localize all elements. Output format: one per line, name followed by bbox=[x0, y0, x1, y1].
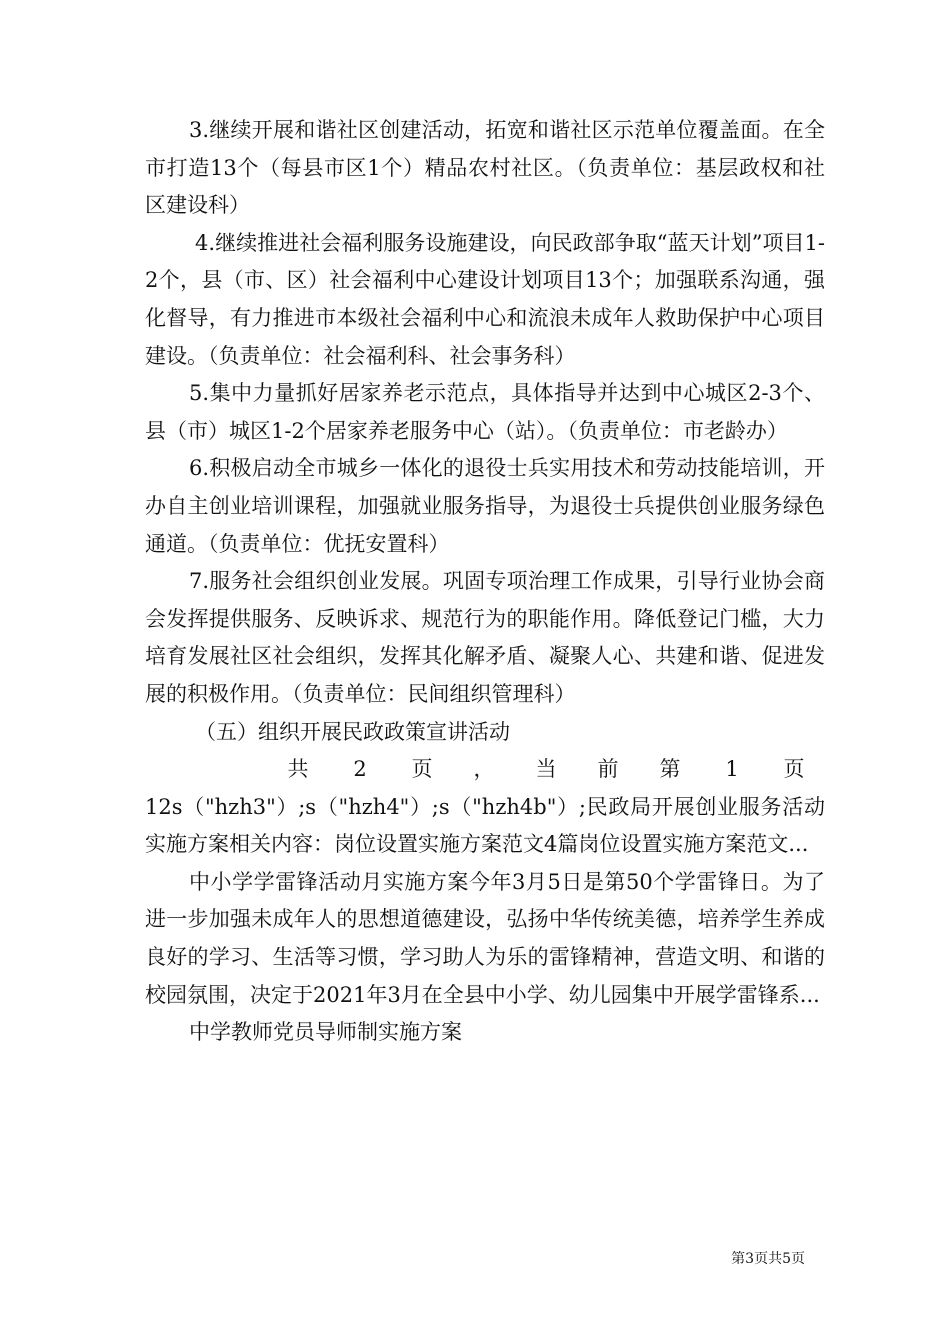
pager-di: 第 bbox=[659, 757, 681, 782]
paragraph-item-5: 5.集中力量抓好居家养老示范点，具体指导并达到中心城区2-3个、县（市）城区1-2个居家养老服务中心（站）。（负责单位：市老龄办） bbox=[145, 381, 825, 443]
pager-current: 1 bbox=[725, 757, 739, 782]
pager-text bbox=[145, 751, 825, 789]
section-heading-5: （五）组织开展民政政策宣讲活动 bbox=[195, 719, 510, 744]
page-footer: 第3页共5页 bbox=[731, 1251, 805, 1267]
pager-total: 2 bbox=[353, 757, 367, 782]
pager-comma: ， bbox=[473, 757, 495, 782]
paragraph-item-7: 7.服务社会组织创业发展。巩固专项治理工作成果，引导行业协会商会发挥提供服务、反映诉求、规范行为的职能作用。降低登记门槛，大力培育发展社区社会组织，发挥其化解矛盾、凝聚人心、共建和谐、促进发展的积极作用。（负责单位：民间组织管理科） bbox=[145, 569, 825, 706]
pager-qian: 前 bbox=[597, 757, 619, 782]
related-article-mentor: 中学教师党员导师制实施方案 bbox=[189, 1020, 462, 1045]
paragraph-item-6: 6.积极启动全市城乡一体化的退役士兵实用技术和劳动技能培训，开办自主创业培训课程，加强就业服务指导，为退役士兵提供创业服务绿色通道。（负责单位：优抚安置科） bbox=[145, 456, 825, 556]
pager-ye-2: 页 bbox=[783, 757, 805, 782]
pager-gong: 共 bbox=[287, 757, 309, 782]
related-content-paragraph: 12s（"hzh3"）;s（"hzh4"）;s（"hzh4b"）;民政局开展创业服务活动实施方案相关内容：岗位设置实施方案范文4篇岗位设置实施方案范文... bbox=[145, 794, 825, 857]
pager-ye-1: 页 bbox=[411, 757, 433, 782]
paragraph-item-3: 3.继续开展和谐社区创建活动，拓宽和谐社区示范单位覆盖面。在全市打造13个（每县市区1个）精品农村社区。（负责单位：基层政权和社区建设科） bbox=[145, 118, 825, 218]
related-article-leipeng: 中小学学雷锋活动月实施方案今年3月5日是第50个学雷锋日。为了进一步加强未成年人的思想道德建设，弘扬中华传统美德，培养学生养成良好的学习、生活等习惯，学习助人为乐的雷锋精神，营造文明、和谐的校园氛围，决定于2021年3月在全县中小学、幼儿园集中开展学雷锋系... bbox=[145, 869, 825, 1007]
document-body bbox=[145, 112, 825, 1052]
pager-dang: 当 bbox=[535, 757, 557, 782]
paragraph-item-4: 4.继续推进社会福利服务设施建设，向民政部争取“蓝天计划”项目1-2个，县（市、区）社会福利中心建设计划项目13个；加强联系沟通，强化督导，有力推进市本级社会福利中心和流浪未成年人救助保护中心项目建设。（负责单位：社会福利科、社会事务科） bbox=[145, 230, 825, 368]
